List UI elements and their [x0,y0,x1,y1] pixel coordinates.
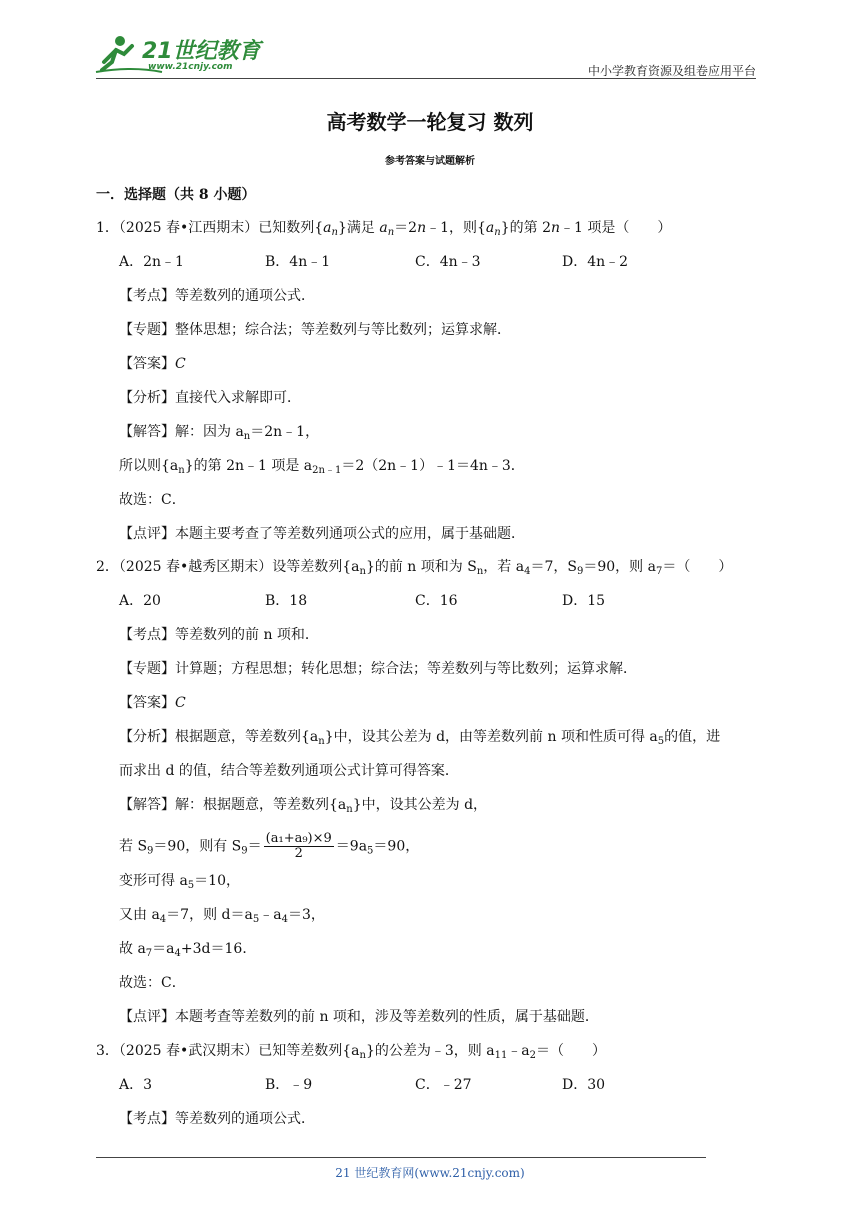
q2-option-a: A．20 [119,593,161,609]
q2-comment: 【点评】本题考查等差数列的前 n 项和，涉及等差数列的性质，属于基础题． [119,1009,599,1025]
q1-option-a: A．2n﹣1 [119,254,184,270]
q3-stem: 3．（2025 春•武汉期末）已知等差数列$\{a_n\}$的公差为﹣3，则 $a_{11}﹣a_2=$（ ） [96,1043,607,1061]
page-title: 高考数学一轮复习 数列 [326,110,534,134]
q2-analysis-2: 而求出 d 的值，结合等差数列通项公式计算可得答案． [119,763,459,779]
q3-option-b: B．﹣9 [265,1077,313,1093]
sum-fraction: $\frac{\text{(a₁+a₉)×9}}{2}$ [265,831,332,861]
q3-option-d: D．30 [562,1077,606,1093]
q2-analysis-1: 【分析】根据题意，等差数列$\{a_n\}$中，设其公差为 d，由等差数列前 n 项和性质可得 $a_5$的值，进 [119,729,721,747]
q2-choice: 故选：C． [119,975,186,991]
q3-option-c: C．﹣27 [415,1077,472,1093]
q1-answer: 【答案】C [119,356,186,372]
q1-solution-2: 所以则$\{a_n\}$的第 2n﹣1 项是 $a_{2n﹣1}=2(2n﹣1)﹣1=4n﹣3$． [119,458,525,476]
q2-stem: 2．（2025 春•越秀区期末）设等差数列$\{a_n\}$的前 n 项和为 $S_n$，若 $a_4=7$，$S_9=90$，则 $a_7=$（ ） [96,559,733,577]
q2-solution-s9: 若 $S_9=90$，则有 $S_9=$ $\frac{\text{(a₁+a₉)×9}}{2}$ $=9a_5=90$， [119,831,420,861]
page-subtitle: 参考答案与试题解析 [385,156,475,167]
q3-kaodian: 【考点】等差数列的通项公式． [119,1111,315,1127]
logo-url: www.21cnjy.com [148,62,233,72]
q2-solution-a5: 变形可得 $a_5=10$， [119,873,240,891]
q1-zhuanti: 【专题】整体思想；综合法；等差数列与等比数列；运算求解． [119,322,511,338]
q2-option-d: D．15 [562,593,606,609]
q1-solution-1: 【解答】解：因为 $a_n=2n﹣1$， [119,424,320,442]
q1-analysis: 【分析】直接代入求解即可． [119,390,301,406]
site-logo [92,32,262,76]
q1-stem: 1．（2025 春•江西期末）已知数列$\{a_n\}$满足 $a_n=2n﹣1$，则$\{a_n\}$的第 2n﹣1 项是（ ） [96,220,672,238]
q1-option-c: C．4n﹣3 [415,254,481,270]
q1-choice: 故选：C． [119,492,186,508]
section-heading: 一．选择题（共 8 小题） [96,187,256,203]
q2-answer: 【答案】C [119,695,186,711]
footer-divider [96,1157,706,1158]
q1-option-b: B．4n﹣1 [265,254,331,270]
q2-solution-d: 又由 $a_4=7$，则 $d=a_5﹣a_4=3$， [119,907,325,925]
logo-text: 21世纪教育 [142,39,261,64]
q2-option-c: C．16 [415,593,458,609]
q2-solution-a7: 故 $a_7=a_4+3d=16$． [119,941,257,959]
header-platform-text: 中小学教育资源及组卷应用平台 [587,64,756,78]
footer-link[interactable]: 21 世纪教育网(www.21cnjy.com) [335,1166,525,1180]
header-divider [96,78,756,79]
q1-kaodian: 【考点】等差数列的通项公式． [119,288,315,304]
q2-solution-1: 【解答】解：根据题意，等差数列$\{a_n\}$中，设其公差为 d， [119,797,488,815]
q3-option-a: A．3 [119,1077,153,1093]
q2-kaodian: 【考点】等差数列的前 n 项和． [119,627,319,643]
q1-comment: 【点评】本题主要考查了等差数列通项公式的应用，属于基础题． [119,526,525,542]
q2-zhuanti: 【专题】计算题；方程思想；转化思想；综合法；等差数列与等比数列；运算求解． [119,661,637,677]
q2-option-b: B．18 [265,593,308,609]
q1-option-d: D．4n﹣2 [562,254,629,270]
